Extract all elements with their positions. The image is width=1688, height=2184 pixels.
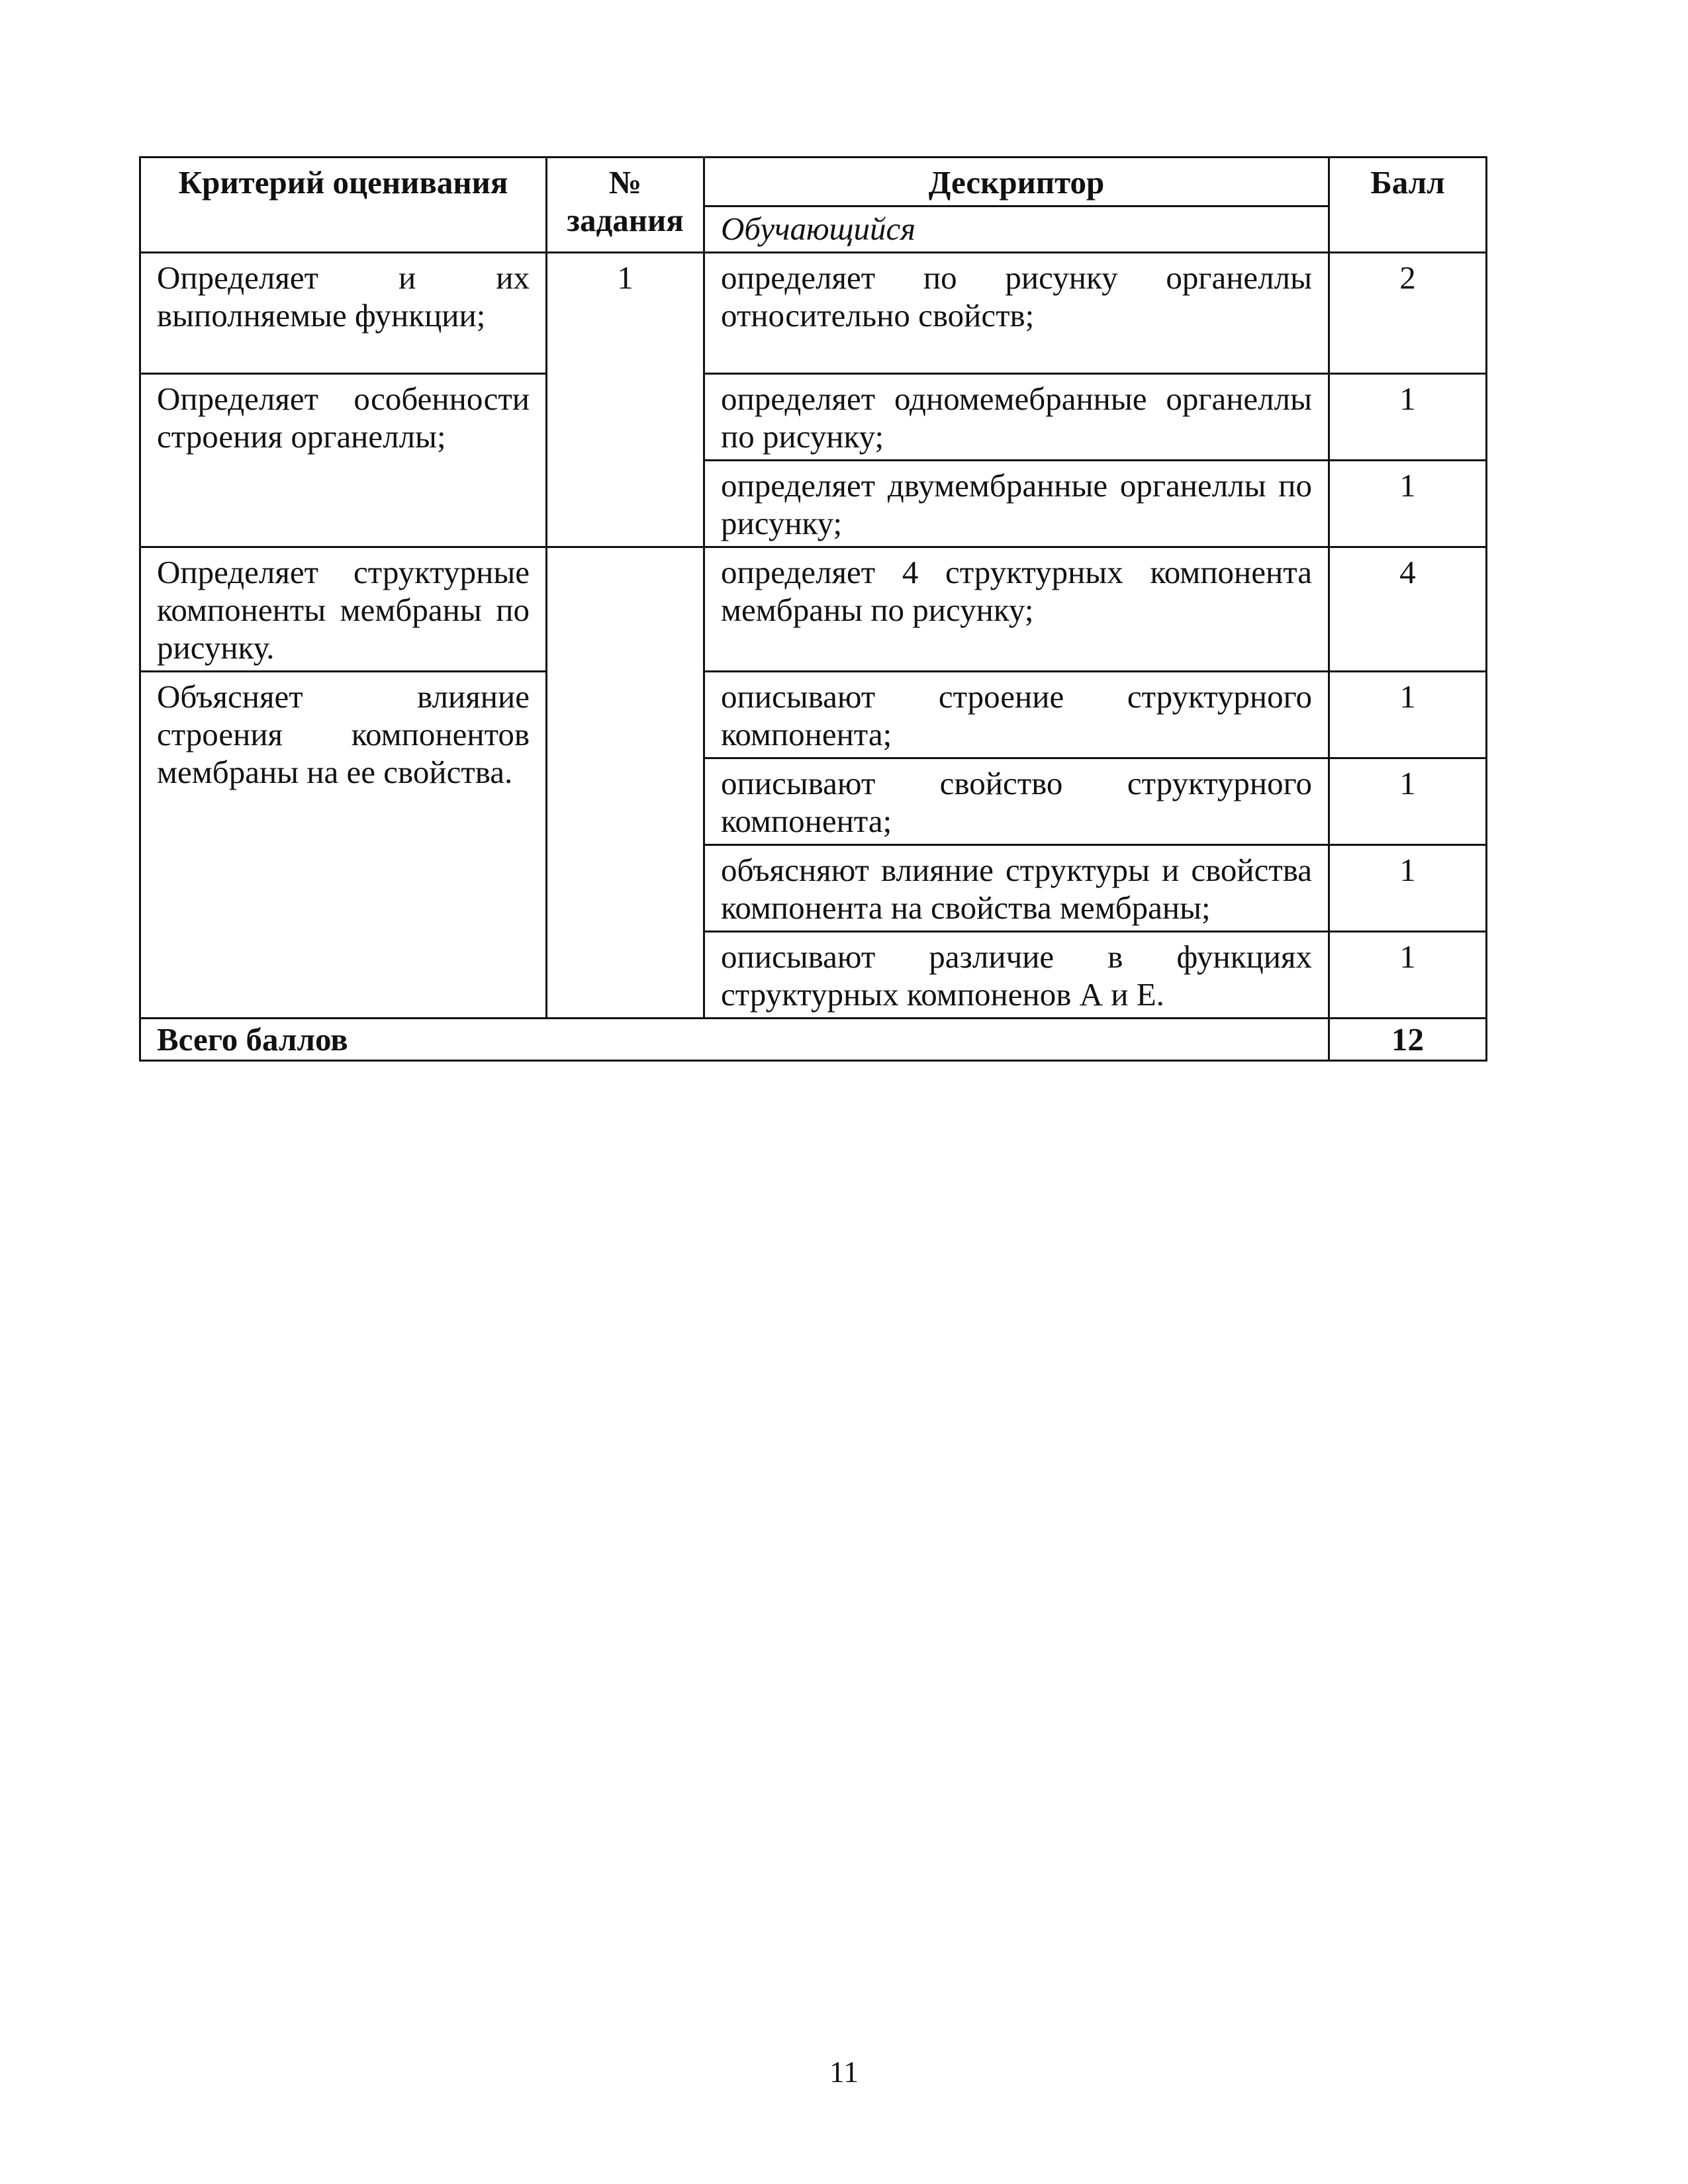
header-descriptor-subtitle: Обучающийся bbox=[704, 206, 1329, 253]
total-label: Всего баллов bbox=[140, 1019, 1329, 1061]
descriptor-cell: определяет двумембранные органеллы по рисунку; bbox=[704, 461, 1329, 547]
descriptor-cell: определяет по рисунку органеллы относительно свойств; bbox=[704, 253, 1329, 374]
task-number-cell: 1 bbox=[547, 253, 704, 547]
descriptor-cell: объясняют влияние структуры и свойства компонента на свойства мембраны; bbox=[704, 845, 1329, 932]
header-criterion: Критерий оценивания bbox=[140, 158, 547, 253]
score-cell: 1 bbox=[1329, 374, 1487, 461]
descriptor-cell: определяет 4 структурных компонента мембраны по рисунку; bbox=[704, 547, 1329, 672]
task-number-cell bbox=[547, 547, 704, 1019]
score-cell: 1 bbox=[1329, 932, 1487, 1019]
criterion-cell: Объясняет влияние строения компонентов мембраны на ее свойства. bbox=[140, 672, 547, 1019]
descriptor-cell: описывают различие в функциях структурных компоненов А и Е. bbox=[704, 932, 1329, 1019]
criterion-cell: Определяет и их выполняемые функции; bbox=[140, 253, 547, 374]
descriptor-cell: описывают свойство структурного компонента; bbox=[704, 758, 1329, 845]
assessment-rubric-table bbox=[139, 156, 1487, 1062]
score-cell: 1 bbox=[1329, 461, 1487, 547]
score-cell: 1 bbox=[1329, 758, 1487, 845]
descriptor-cell: определяет одномемебранные органеллы по рисунку; bbox=[704, 374, 1329, 461]
header-row bbox=[140, 158, 1487, 206]
header-score: Балл bbox=[1329, 158, 1487, 253]
table-row bbox=[140, 253, 1487, 374]
criterion-cell: Определяет структурные компоненты мембраны по рисунку. bbox=[140, 547, 547, 672]
header-descriptor: Дескриптор bbox=[704, 158, 1329, 206]
score-cell: 2 bbox=[1329, 253, 1487, 374]
total-value: 12 bbox=[1329, 1019, 1487, 1061]
header-task-number: № задания bbox=[547, 158, 704, 253]
table-row bbox=[140, 374, 1487, 461]
page-number: 11 bbox=[829, 2055, 859, 2089]
criterion-cell: Определяет особенности строения органеллы; bbox=[140, 374, 547, 547]
score-cell: 1 bbox=[1329, 845, 1487, 932]
descriptor-cell: описывают строение структурного компонента; bbox=[704, 672, 1329, 758]
total-row bbox=[140, 1019, 1487, 1061]
score-cell: 1 bbox=[1329, 672, 1487, 758]
table-row bbox=[140, 547, 1487, 672]
score-cell: 4 bbox=[1329, 547, 1487, 672]
table-row bbox=[140, 672, 1487, 758]
